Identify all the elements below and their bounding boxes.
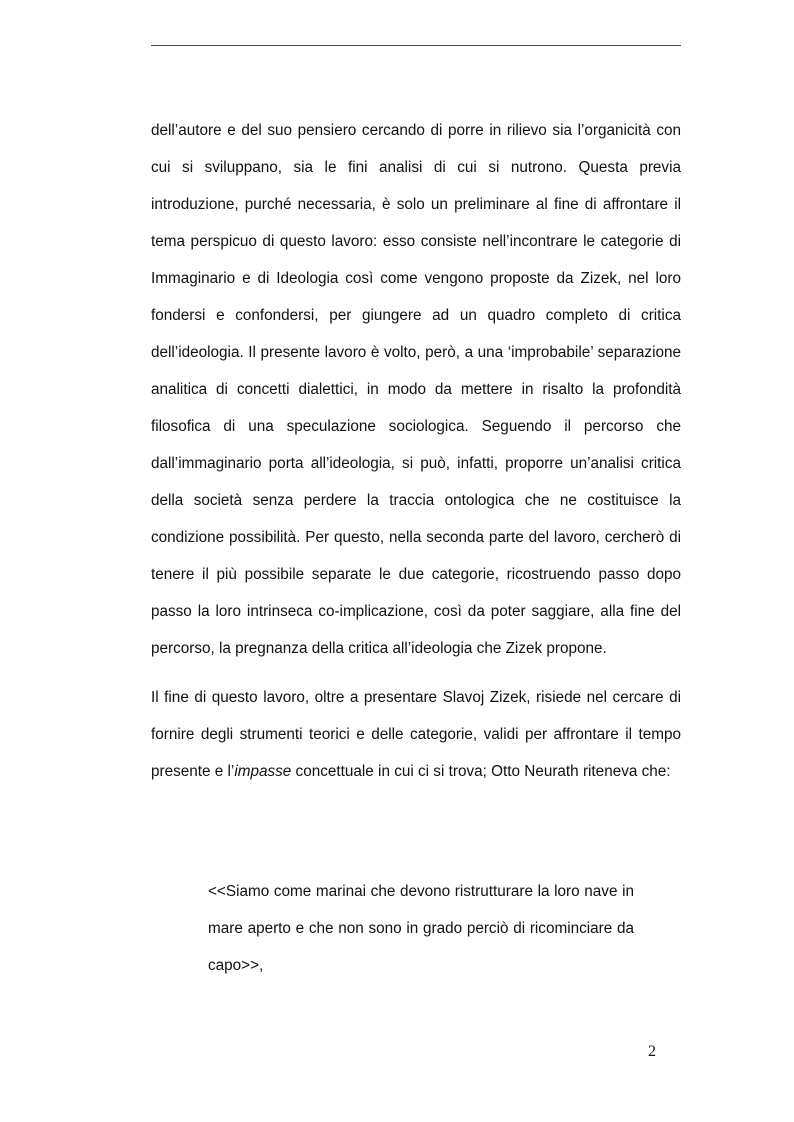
header-rule <box>151 45 681 46</box>
paragraph-2-part-1: Il fine di questo lavoro, oltre a presentare Slavoj Zizek, risiede nel cercare di fornire degli strumenti teorici e delle categorie, validi per affrontare il tempo presente e l’ <box>151 689 681 780</box>
page-number: 2 <box>648 1043 656 1060</box>
paragraph-2 <box>151 679 681 790</box>
paragraph-1: dell’autore e del suo pensiero cercando di porre in rilievo sia l’organicità con cui si sviluppano, sia le fini analisi di cui si nutrono. Questa previa introduzione, purché necessaria, è solo un preliminare al fine di affrontare il tema perspicuo di questo lavoro: esso consiste nell’incontrare le categorie di Immaginario e di Ideologia così come vengono proposte da Zizek, nel loro fondersi e confondersi, per giungere ad un quadro completo di critica dell’ideologia. Il presente lavoro è volto, però, a una ‘improbabile’ separazione analitica di concetti dialettici, in modo da mettere in risalto la profondità filosofica di una speculazione sociologica. Seguendo il percorso che dall’immaginario porta all’ideologia, si può, infatti, proporre un’analisi critica della società senza perdere la traccia ontologica che ne costituisce la condizione possibilità. Per questo, nella seconda parte del lavoro, cercherò di tenere il più possibile separate le due categorie, ricostruendo passo dopo passo la loro intrinseca co-implicazione, così da poter saggiare, alla fine del percorso, la pregnanza della critica all’ideologia che Zizek propone. <box>151 122 681 657</box>
block-quote <box>208 873 634 984</box>
paragraph-2-part-2: concettuale in cui ci si trova; Otto Neurath riteneva che: <box>291 763 671 780</box>
paragraph-2-italic-term: impasse <box>234 763 292 780</box>
quote-text: <<Siamo come marinai che devono ristrutturare la loro nave in mare aperto e che non sono in grado perciò di ricominciare da capo>>, <box>208 883 634 974</box>
body-text <box>151 112 681 790</box>
